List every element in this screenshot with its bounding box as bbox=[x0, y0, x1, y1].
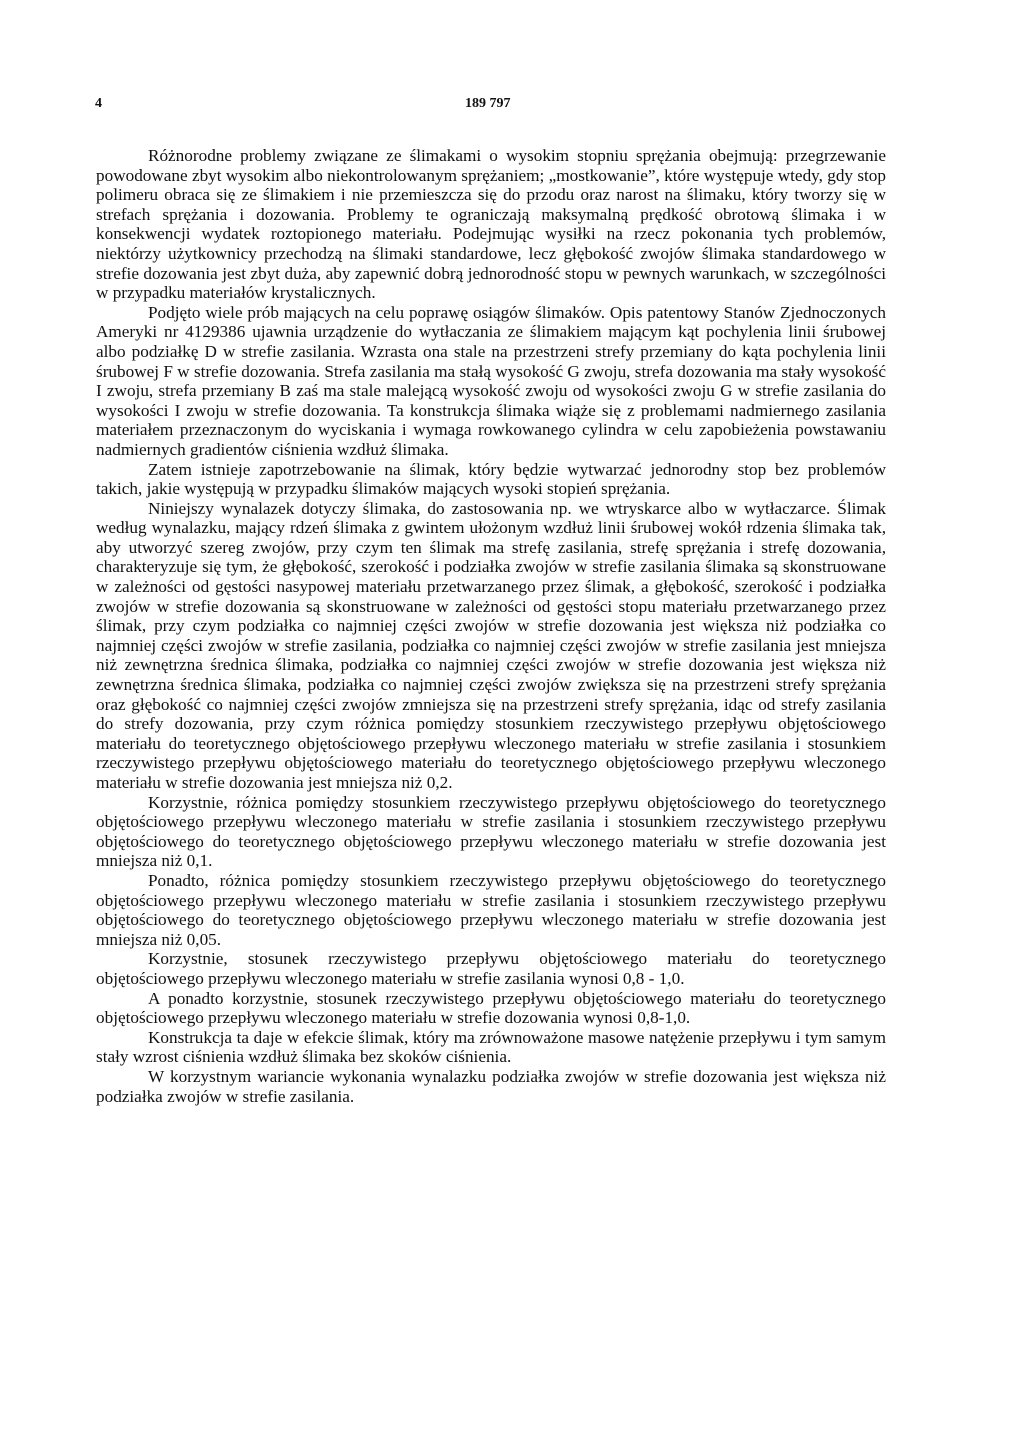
paragraph: Różnorodne problemy związane ze ślimakami o wysokim stopniu sprężania obejmują: przegrzewanie powodowane zbyt wysokim albo niekontrolowanym sprężaniem; „mostkowanie”, które występuje wtedy, gdy stop polimeru obraca się ze ślimakiem i nie przemieszcza się do przodu oraz narost na ślimaku, który tworzy się w strefach sprężania i dozowania. Problemy te ograniczają maksymalną prędkość obrotową ślimaka i w konsekwencji wydatek roztopionego materiału. Podejmując wysiłki na rzecz pokonania tych problemów, niektórzy użytkownicy przechodzą na ślimaki standardowe, lecz głębokość zwojów ślimaka standardowego w strefie dozowania jest zbyt duża, aby zapewnić dobrą jednorodność stopu w pewnych warunkach, w szczególności w przypadku materiałów krystalicznych. bbox=[96, 146, 886, 303]
page-header bbox=[95, 96, 890, 120]
page-number: 4 bbox=[95, 96, 102, 111]
paragraph: Korzystnie, stosunek rzeczywistego przepływu objętościowego materiału do teoretycznego objętościowego przepływu wleczonego materiału w strefie zasilania wynosi 0,8 - 1,0. bbox=[96, 949, 886, 988]
paragraph: Konstrukcja ta daje w efekcie ślimak, który ma zrównoważone masowe natężenie przepływu i tym samym stały wzrost ciśnienia wzdłuż ślimaka bez skoków ciśnienia. bbox=[96, 1027, 886, 1067]
paragraph: Zatem istnieje zapotrzebowanie na ślimak, który będzie wytwarzać jednorodny stop bez problemów takich, jakie występują w przypadku ślimaków mających wysoki stopień sprężania. bbox=[96, 459, 886, 499]
patent-number: 189 797 bbox=[465, 96, 511, 111]
document-body bbox=[96, 146, 886, 1106]
paragraph: A ponadto korzystnie, stosunek rzeczywistego przepływu objętościowego materiału do teoretycznego objętościowego przepływu wleczonego materiału w strefie dozowania wynosi 0,8-1,0. bbox=[96, 988, 886, 1028]
paragraph: W korzystnym wariancie wykonania wynalazku podziałka zwojów w strefie dozowania jest większa niż podziałka zwojów w strefie zasilania. bbox=[96, 1066, 886, 1106]
paragraph: Niniejszy wynalazek dotyczy ślimaka, do zastosowania np. we wtryskarce albo w wytłaczarce. Ślimak według wynalazku, mający rdzeń ślimaka z gwintem ułożonym wzdłuż linii śrubowej wokół rdzenia ślimaka tak, aby utworzyć szereg zwojów, przy czym ten ślimak ma strefę zasilania, strefę sprężania i strefę dozowania, charakteryzuje się tym, że głębokość, szerokość i podziałka zwojów w strefie zasilania ślimaka są skonstruowane w zależności od gęstości nasypowej materiału przetwarzanego przez ślimak, a głębokość, szerokość i podziałka zwojów w strefie dozowania są skonstruowane w zależności od gęstości stopu materiału przetwarzanego przez ślimak, przy czym podziałka co najmniej części zwojów w strefie dozowania jest większa niż podziałka co najmniej części zwojów w strefie zasilania, podziałka co najmniej części zwojów w strefie zasilania jest mniejsza niż zewnętrzna średnica ślimaka, podziałka co najmniej części zwojów w strefie dozowania jest większa niż zewnętrzna średnica ślimaka, podziałka co najmniej części zwojów zwiększa się na przestrzeni strefy sprężania oraz głębokość co najmniej części zwojów zmniejsza się na przestrzeni strefy sprężania, idąc od strefy zasilania do strefy dozowania, przy czym różnica pomiędzy stosunkiem rzeczywistego przepływu objętościowego materiału do teoretycznego objętościowego przepływu wleczonego materiału w strefie zasilania i stosunkiem rzeczywistego przepływu objętościowego materiału do teoretycznego objętościowego przepływu wleczonego materiału w strefie dozowania jest mniejsza niż 0,2. bbox=[96, 498, 886, 792]
paragraph: Korzystnie, różnica pomiędzy stosunkiem rzeczywistego przepływu objętościowego do teoretycznego objętościowego przepływu wleczonego materiału w strefie zasilania i stosunkiem rzeczywistego przepływu objętościowego do teoretycznego objętościowego przepływu wleczonego materiału w strefie dozowania jest mniejsza niż 0,1. bbox=[96, 792, 886, 871]
paragraph: Ponadto, różnica pomiędzy stosunkiem rzeczywistego przepływu objętościowego do teoretycznego objętościowego przepływu wleczonego materiału w strefie zasilania i stosunkiem rzeczywistego przepływu objętościowego do teoretycznego objętościowego przepływu wleczonego materiału w strefie dozowania jest mniejsza niż 0,05. bbox=[96, 870, 886, 949]
paragraph: Podjęto wiele prób mających na celu poprawę osiągów ślimaków. Opis patentowy Stanów Zjednoczonych Ameryki nr 4129386 ujawnia urządzenie do wytłaczania ze ślimakiem mającym kąt pochylenia linii śrubowej albo podziałkę D w strefie zasilania. Wzrasta ona stale na przestrzeni strefy przemiany do kąta pochylenia linii śrubowej F w strefie dozowania. Strefa zasilania ma stałą wysokość G zwoju, strefa dozowania ma stały wysokość I zwoju, strefa przemiany B zaś ma stale malejącą wysokość zwoju od wysokości zwoju G w strefie zasilania do wysokości I zwoju w strefie dozowania. Ta konstrukcja ślimaka wiąże się z problemami nadmiernego zasilania materiałem przeznaczonym do wyciskania i wymaga rowkowanego cylindra w celu zapobieżenia powstawaniu nadmiernych gradientów ciśnienia wzdłuż ślimaka. bbox=[96, 302, 886, 459]
